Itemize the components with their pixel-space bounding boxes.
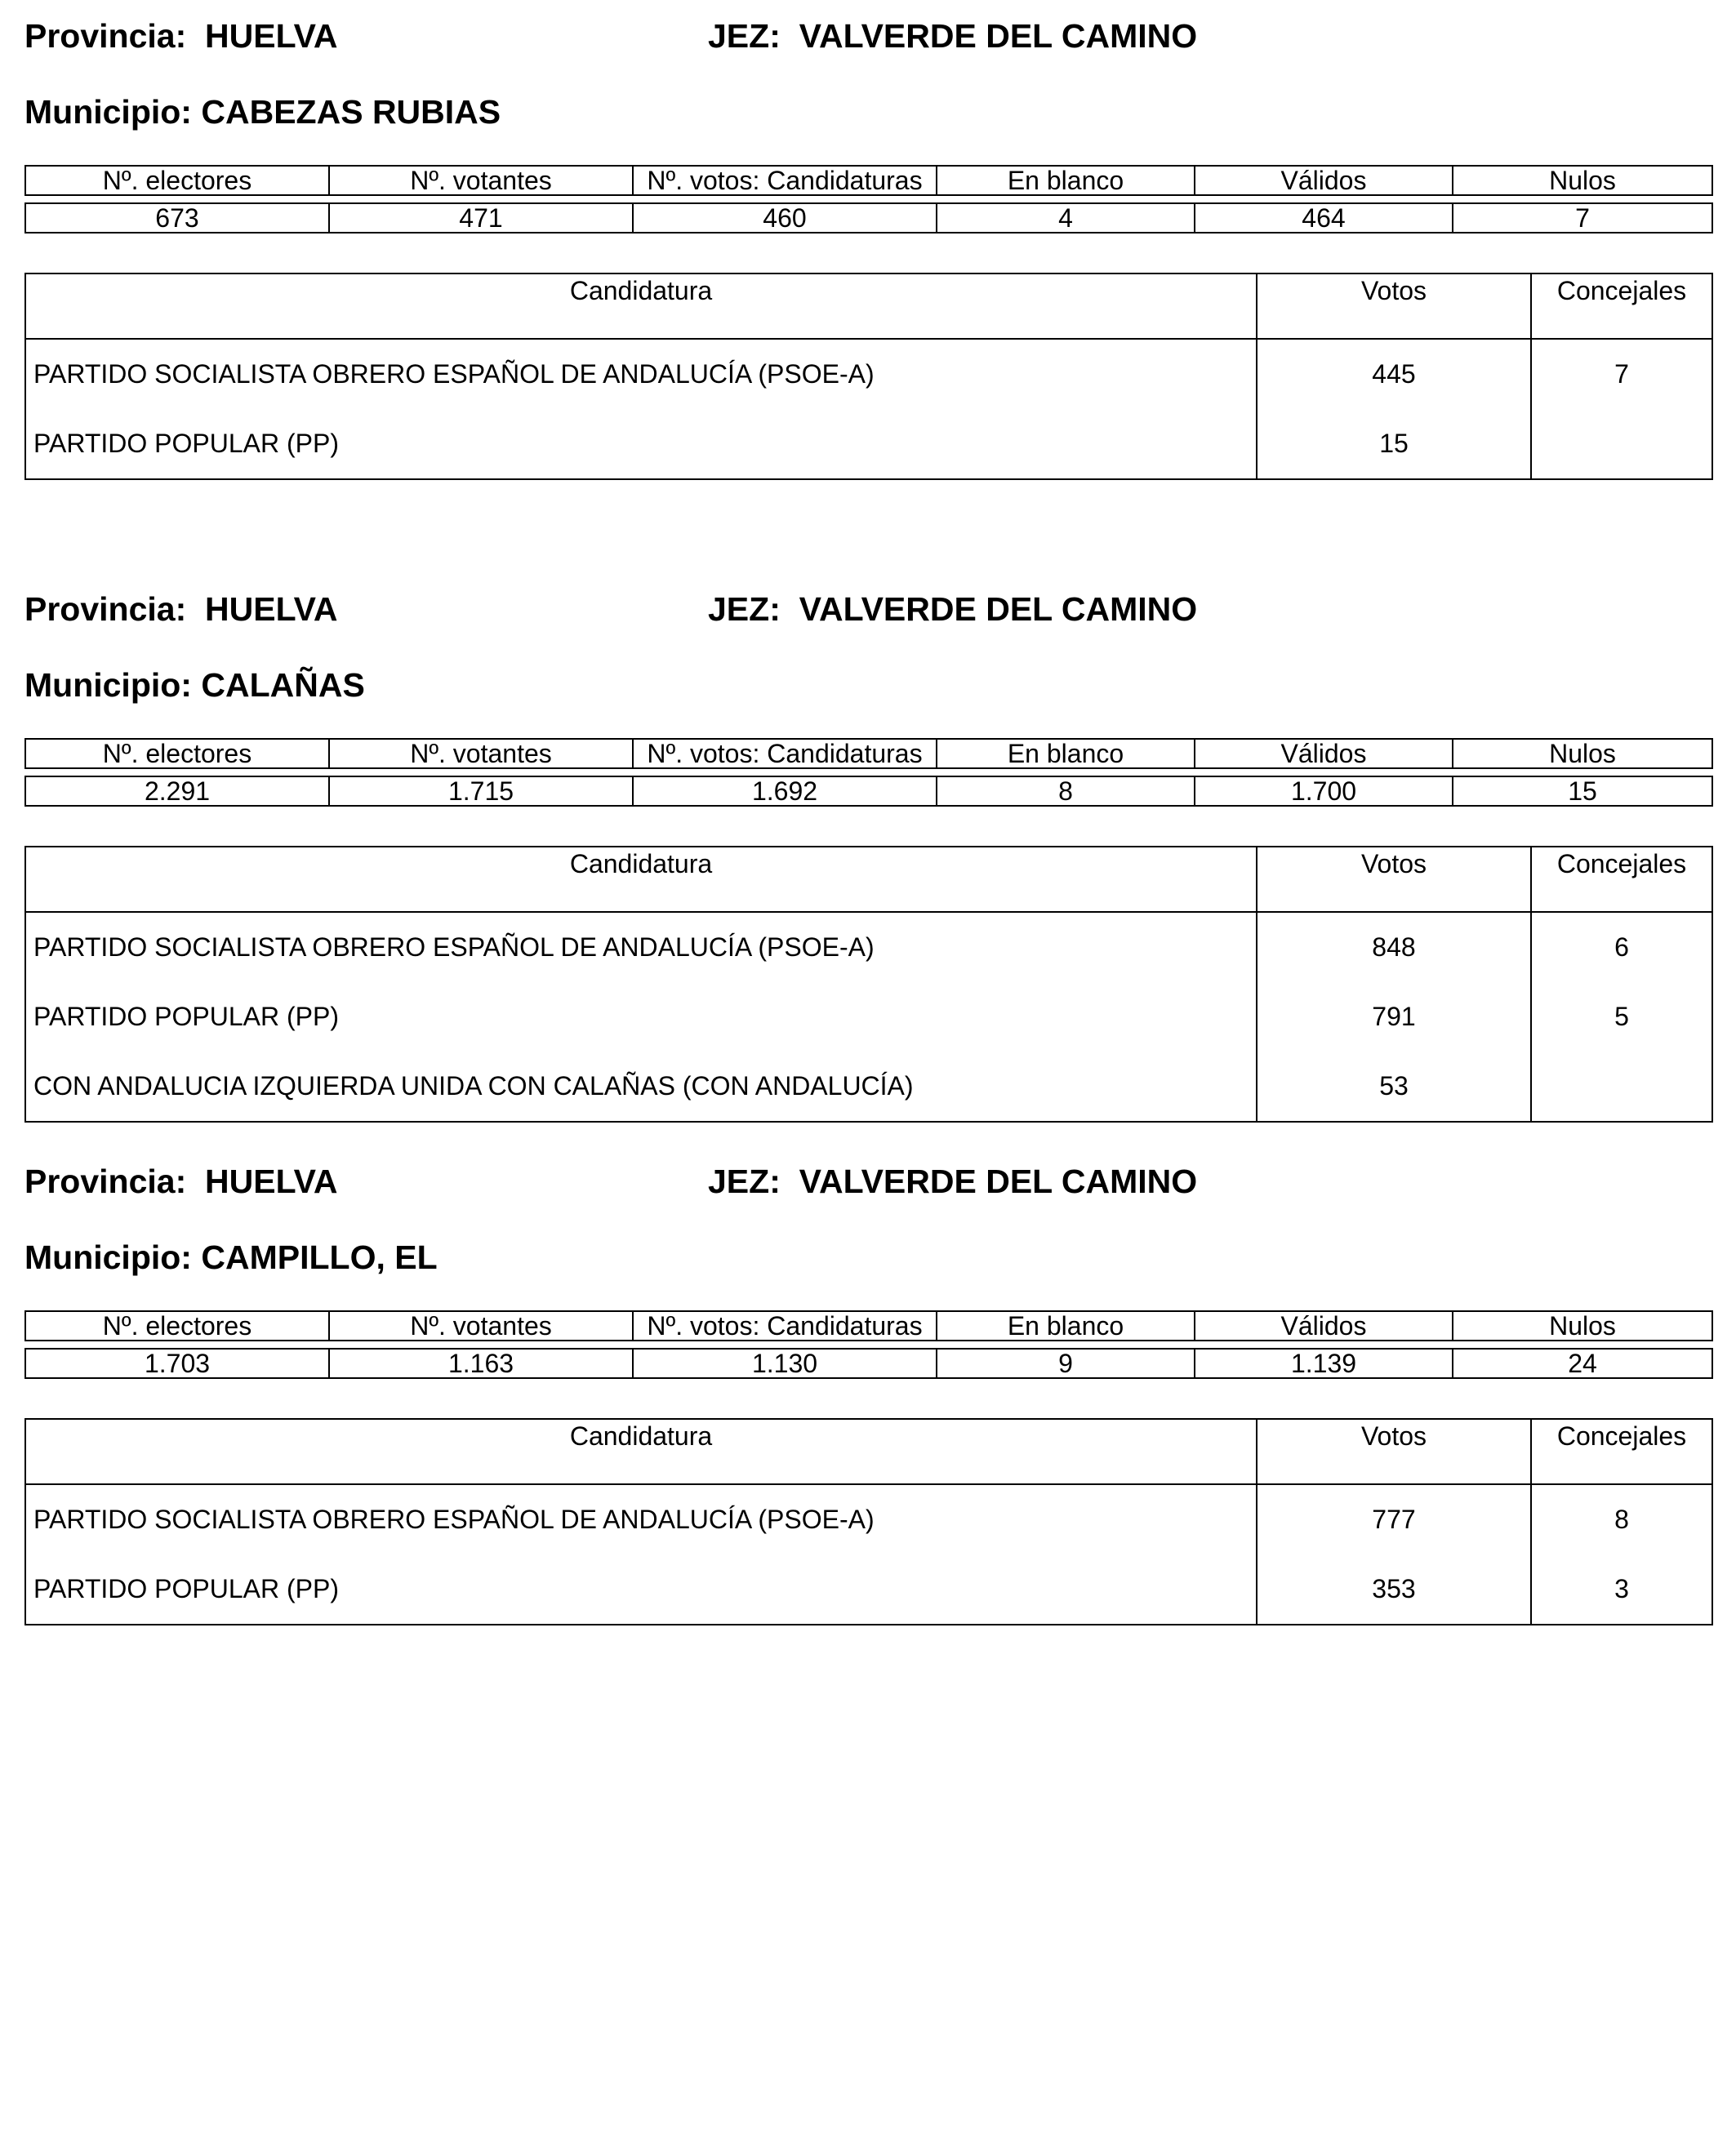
summary-header: Nº. votantes xyxy=(329,739,633,768)
votos-header: Votos xyxy=(1257,1419,1531,1484)
summary-table xyxy=(24,1310,1713,1379)
candidate-row xyxy=(25,1052,1712,1122)
municipio-value: CABEZAS RUBIAS xyxy=(201,93,501,131)
candidate-row xyxy=(25,339,1712,409)
provincia-label: Provincia: xyxy=(24,590,187,628)
candidate-name: PARTIDO SOCIALISTA OBRERO ESPAÑOL DE ANDALUCÍA (PSOE-A) xyxy=(25,912,1257,982)
candidate-row xyxy=(25,1484,1712,1554)
summary-header: Nº. electores xyxy=(25,1311,329,1341)
candidate-concejales xyxy=(1531,409,1712,479)
summary-header: En blanco xyxy=(937,1311,1195,1341)
municipio-label: Municipio: xyxy=(24,93,192,131)
summary-header: Nulos xyxy=(1453,166,1712,195)
candidate-concejales: 3 xyxy=(1531,1554,1712,1625)
summary-value: 9 xyxy=(937,1349,1195,1378)
votos-header: Votos xyxy=(1257,273,1531,339)
concejales-header: Concejales xyxy=(1531,1419,1712,1484)
jez-value: VALVERDE DEL CAMINO xyxy=(799,1163,1198,1200)
candidate-name: PARTIDO POPULAR (PP) xyxy=(25,1554,1257,1625)
summary-value: 1.692 xyxy=(633,776,937,806)
candidate-votos: 777 xyxy=(1257,1484,1531,1554)
summary-header: Nº. votantes xyxy=(329,1311,633,1341)
summary-header-row xyxy=(25,166,1712,195)
summary-header: En blanco xyxy=(937,166,1195,195)
candidate-name: CON ANDALUCIA IZQUIERDA UNIDA CON CALAÑAS (CON ANDALUCÍA) xyxy=(25,1052,1257,1122)
summary-header: Nº. electores xyxy=(25,739,329,768)
candidatura-header: Candidatura xyxy=(25,273,1257,339)
summary-header: Válidos xyxy=(1195,1311,1453,1341)
candidate-name: PARTIDO SOCIALISTA OBRERO ESPAÑOL DE ANDALUCÍA (PSOE-A) xyxy=(25,1484,1257,1554)
candidate-row xyxy=(25,912,1712,982)
provincia-label: Provincia: xyxy=(24,17,187,55)
provincia-line xyxy=(24,1165,338,1198)
summary-header: Nulos xyxy=(1453,1311,1712,1341)
candidate-name: PARTIDO POPULAR (PP) xyxy=(25,409,1257,479)
votos-header: Votos xyxy=(1257,847,1531,912)
jez-label: JEZ: xyxy=(708,590,781,628)
provincia-label: Provincia: xyxy=(24,1163,187,1200)
summary-value: 2.291 xyxy=(25,776,329,806)
summary-header-row xyxy=(25,1311,1712,1341)
candidate-concejales: 5 xyxy=(1531,982,1712,1052)
summary-header: Válidos xyxy=(1195,739,1453,768)
candidates-header-row xyxy=(25,273,1712,339)
candidate-votos: 53 xyxy=(1257,1052,1531,1122)
summary-value: 1.703 xyxy=(25,1349,329,1378)
candidatura-header: Candidatura xyxy=(25,1419,1257,1484)
summary-value: 1.715 xyxy=(329,776,633,806)
summary-header: Nº. electores xyxy=(25,166,329,195)
candidate-name: PARTIDO SOCIALISTA OBRERO ESPAÑOL DE ANDALUCÍA (PSOE-A) xyxy=(25,339,1257,409)
candidate-row xyxy=(25,409,1712,479)
summary-value: 1.163 xyxy=(329,1349,633,1378)
jez-line xyxy=(708,17,1198,55)
summary-value: 471 xyxy=(329,203,633,233)
candidate-votos: 353 xyxy=(1257,1554,1531,1625)
candidate-votos: 445 xyxy=(1257,339,1531,409)
provincia-line xyxy=(24,17,338,55)
concejales-header: Concejales xyxy=(1531,273,1712,339)
summary-header: Nº. votos: Candidaturas xyxy=(633,166,937,195)
municipio-value: CAMPILLO, EL xyxy=(201,1238,438,1276)
summary-header: Válidos xyxy=(1195,166,1453,195)
municipio-label: Municipio: xyxy=(24,666,192,704)
summary-value: 1.130 xyxy=(633,1349,937,1378)
summary-value-row xyxy=(25,776,1712,806)
summary-header: Nº. votantes xyxy=(329,166,633,195)
provincia-value: HUELVA xyxy=(205,1163,338,1200)
summary-value: 4 xyxy=(937,203,1195,233)
provincia-value: HUELVA xyxy=(205,590,338,628)
summary-value: 1.700 xyxy=(1195,776,1453,806)
summary-header: Nº. votos: Candidaturas xyxy=(633,739,937,768)
summary-value: 460 xyxy=(633,203,937,233)
candidate-concejales xyxy=(1531,1052,1712,1122)
summary-value-row xyxy=(25,203,1712,233)
candidate-row xyxy=(25,1554,1712,1625)
candidate-votos: 791 xyxy=(1257,982,1531,1052)
municipio-line xyxy=(24,93,501,131)
candidates-table xyxy=(24,1418,1713,1625)
candidate-name: PARTIDO POPULAR (PP) xyxy=(25,982,1257,1052)
concejales-header: Concejales xyxy=(1531,847,1712,912)
candidate-concejales: 8 xyxy=(1531,1484,1712,1554)
municipio-label: Municipio: xyxy=(24,1238,192,1276)
municipio-line xyxy=(24,666,365,704)
summary-header: Nº. votos: Candidaturas xyxy=(633,1311,937,1341)
candidate-votos: 848 xyxy=(1257,912,1531,982)
provincia-value: HUELVA xyxy=(205,17,338,55)
jez-line xyxy=(708,1165,1197,1198)
candidates-header-row xyxy=(25,1419,1712,1484)
candidates-table xyxy=(24,273,1713,480)
summary-value: 673 xyxy=(25,203,329,233)
jez-line xyxy=(708,590,1198,628)
summary-header: En blanco xyxy=(937,739,1195,768)
summary-table xyxy=(24,738,1713,807)
summary-value: 7 xyxy=(1453,203,1712,233)
candidate-votos: 15 xyxy=(1257,409,1531,479)
candidate-concejales: 6 xyxy=(1531,912,1712,982)
summary-value: 1.139 xyxy=(1195,1349,1453,1378)
candidate-row xyxy=(25,982,1712,1052)
jez-value: VALVERDE DEL CAMINO xyxy=(799,590,1198,628)
summary-value: 24 xyxy=(1453,1349,1712,1378)
municipio-line xyxy=(24,1238,438,1276)
municipio-value: CALAÑAS xyxy=(201,666,365,704)
candidates-table xyxy=(24,846,1713,1123)
summary-value: 15 xyxy=(1453,776,1712,806)
jez-value: VALVERDE DEL CAMINO xyxy=(799,17,1198,55)
summary-table xyxy=(24,165,1713,233)
jez-label: JEZ: xyxy=(708,17,781,55)
candidate-concejales: 7 xyxy=(1531,339,1712,409)
summary-value-row xyxy=(25,1349,1712,1378)
jez-label: JEZ: xyxy=(708,1163,781,1200)
summary-header: Nulos xyxy=(1453,739,1712,768)
summary-value: 8 xyxy=(937,776,1195,806)
provincia-line xyxy=(24,590,338,628)
candidatura-header: Candidatura xyxy=(25,847,1257,912)
candidates-header-row xyxy=(25,847,1712,912)
summary-header-row xyxy=(25,739,1712,768)
summary-value: 464 xyxy=(1195,203,1453,233)
